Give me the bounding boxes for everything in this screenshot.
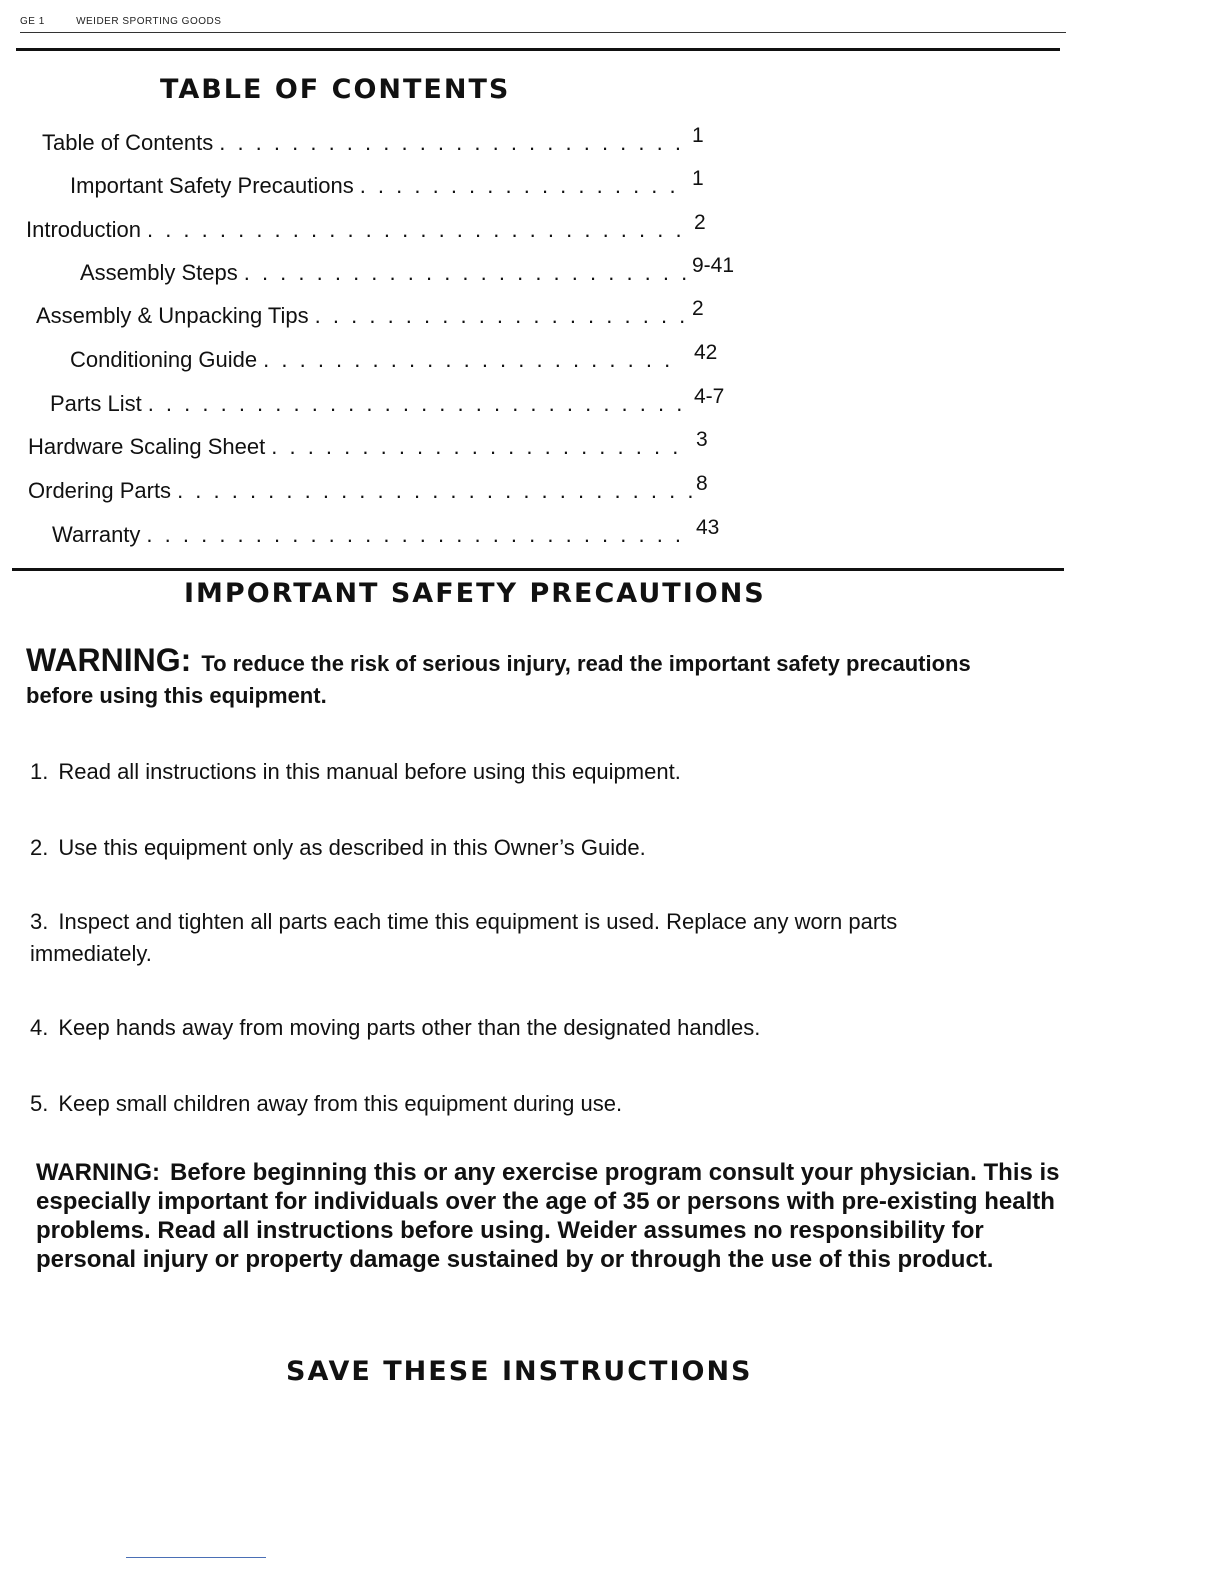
safety-item-number: 1.: [30, 759, 49, 784]
safety-item-text: Keep hands away from moving parts other than the designated handles.: [58, 1015, 761, 1040]
header-rule-thick: [16, 48, 1060, 51]
safety-item-text: Inspect and tighten all parts each time this equipment is used. Replace any worn parts immediately.: [30, 909, 898, 966]
toc-leader-dots: [309, 303, 688, 329]
header-rule-thin: [20, 32, 1066, 33]
toc-entry-page: 2: [694, 211, 706, 234]
toc-leader-dots: [265, 434, 690, 460]
safety-item: [30, 832, 1010, 864]
toc-leader-dots: [257, 347, 684, 373]
warning-label: WARNING:: [26, 642, 192, 678]
toc-divider-rule: [12, 568, 1064, 571]
warning-block: [26, 644, 1026, 712]
toc-entry-label: Assembly Steps: [80, 260, 238, 285]
toc-entry-page: 4-7: [694, 385, 725, 408]
toc-entry: [50, 385, 725, 417]
toc-title: TABLE OF CONTENTS: [160, 74, 511, 105]
toc-leader-dots: [140, 522, 692, 548]
toc-entry: [36, 297, 704, 329]
toc-entry-label: Parts List: [50, 391, 142, 416]
company-name: WEIDER SPORTING GOODS: [76, 16, 222, 27]
safety-item-number: 5.: [30, 1091, 49, 1116]
toc-entry-label: Conditioning Guide: [70, 347, 258, 372]
toc-entry: [70, 167, 704, 199]
toc-entry-page: 1: [692, 124, 704, 147]
page-header: [20, 16, 221, 27]
warning-text: To reduce the risk of serious injury, read the important safety precautions before using this equipment.: [26, 651, 971, 708]
safety-item: [30, 756, 1010, 788]
toc-entry-page: 42: [694, 341, 718, 364]
toc-leader-dots: [354, 173, 688, 199]
toc-leader-dots: [142, 391, 684, 417]
toc-entry-label: Warranty: [52, 522, 141, 547]
toc-entry: [26, 211, 706, 243]
toc-entry: [52, 516, 720, 548]
safety-item-number: 4.: [30, 1015, 49, 1040]
toc-entry: [28, 428, 708, 460]
toc-leader-dots: [213, 130, 688, 156]
safety-item-number: 2.: [30, 835, 49, 860]
page-label: GE 1: [20, 16, 45, 27]
toc-entry-page: 3: [696, 428, 708, 451]
safety-item-text: Read all instructions in this manual before using this equipment.: [58, 759, 681, 784]
safety-item: [30, 1012, 1010, 1044]
toc-entry: [70, 341, 718, 373]
warning2-text: Before beginning this or any exercise program consult your physician. This is especially important for individuals over the age of 35 or persons with pre-existing health problems. Read all instructions before using. Weider assumes no responsibility for personal injury or property damage sustained by or through the use of this product.: [36, 1159, 1060, 1273]
safety-title: IMPORTANT SAFETY PRECAUTIONS: [184, 578, 766, 609]
safety-item-text: Use this equipment only as described in this Owner’s Guide.: [58, 835, 646, 860]
toc-entry: [28, 472, 708, 504]
toc-entry-page: 8: [696, 472, 708, 495]
toc-leader-dots: [141, 217, 692, 243]
warning2-label: WARNING:: [36, 1159, 160, 1186]
toc-entry-page: 9-41: [692, 254, 735, 277]
toc-entry-label: Ordering Parts: [28, 478, 172, 503]
toc-entry-page: 1: [692, 167, 704, 190]
safety-item-number: 3.: [30, 909, 49, 934]
toc-entry-page: 43: [696, 516, 720, 539]
save-instructions-title: SAVE THESE INSTRUCTIONS: [286, 1356, 753, 1387]
safety-item-text: Keep small children away from this equipment during use.: [58, 1091, 623, 1116]
toc-entry-label: Table of Contents: [42, 130, 214, 155]
toc-entry: [42, 124, 704, 156]
safety-item: [30, 1088, 1010, 1120]
toc-leader-dots: [238, 260, 690, 286]
toc-entry: [80, 254, 735, 286]
toc-entry-label: Assembly & Unpacking Tips: [36, 303, 309, 328]
warning2-block: [36, 1158, 1066, 1274]
toc-entry-label: Important Safety Precautions: [70, 173, 354, 198]
toc-entry-label: Hardware Scaling Sheet: [28, 434, 266, 459]
footer-rule: [126, 1557, 266, 1558]
toc-entry-page: 2: [692, 297, 704, 320]
toc-entry-label: Introduction: [26, 217, 141, 242]
safety-item: [30, 906, 1010, 970]
toc-leader-dots: [171, 478, 692, 504]
